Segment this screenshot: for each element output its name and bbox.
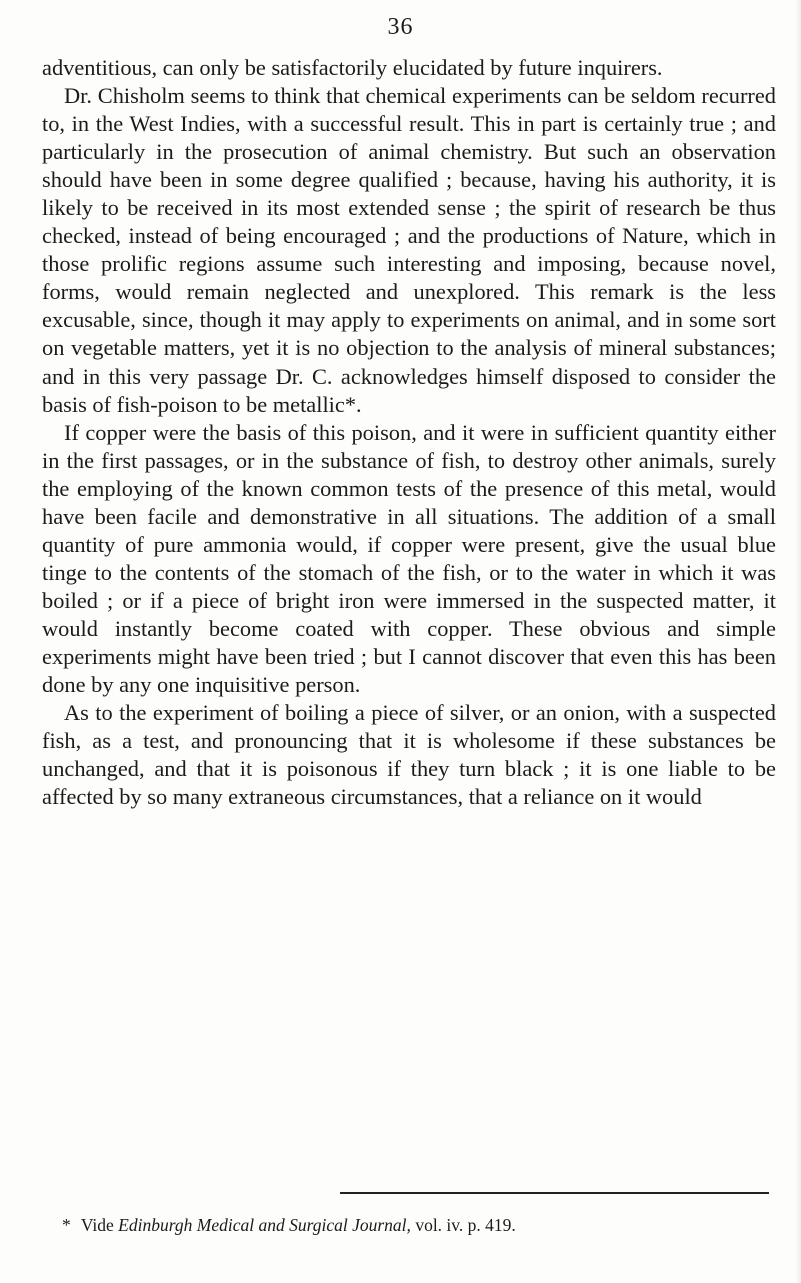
footnote xyxy=(62,1214,782,1236)
page-edge-shadow xyxy=(795,0,801,1283)
footnote-reference: vol. iv. p. 419. xyxy=(415,1215,516,1235)
footnote-journal-title: Edinburgh Medical and Surgical Journal, xyxy=(118,1215,411,1235)
footnote-mark: * xyxy=(62,1215,71,1235)
paragraph-chisholm: Dr. Chisholm seems to think that chemical experiments can be seldom recurred to, in the West Indies, with a successful result. This in part is certainly true ; and particularly in the prosecution of animal chemistry. But such an observation should have been in some degree qualified ; because, having his authority, it is likely to be received in its most extended sense ; the spirit of research be thus checked, instead of being encouraged ; and the productions of Nature, which in those prolific regions assume such interesting and imposing, because novel, forms, would remain neglected and unexplored. This remark is the less excusable, since, though it may apply to experiments on animal, and in some sort on vegetable matters, yet it is no objection to the analysis of mineral substances; and in this very passage Dr. C. acknowledges himself disposed to consider the basis of fish-poison to be metallic*. xyxy=(42,83,776,417)
paragraph-continuation: adventitious, can only be satisfactorily elucidated by future inquirers. xyxy=(42,55,663,80)
footnote-rule xyxy=(340,1192,769,1194)
body-text xyxy=(42,54,776,811)
footnote-prefix: Vide xyxy=(80,1215,114,1235)
paragraph-silver-onion: As to the experiment of boiling a piece of silver, or an onion, with a suspected fish, as a test, and pronouncing that it is wholesome if these substances be unchanged, and that it is poisonous if they turn black ; it is one liable to be affected by so many extraneous circumstances, that a reliance on it would xyxy=(42,700,776,810)
paragraph-copper: If copper were the basis of this poison, and it were in sufficient quantity either in the first passages, or in the substance of fish, to destroy other animals, surely the employing of the known common tests of the presence of this metal, would have been facile and demonstrative in all situations. The addition of a small quantity of pure ammonia would, if copper were present, give the usual blue tinge to the contents of the stomach of the fish, or to the water in which it was boiled ; or if a piece of bright iron were immersed in the suspected matter, it would instantly become coated with copper. These obvious and simple experiments might have been tried ; but I cannot discover that even this has been done by any one inquisitive person. xyxy=(42,419,776,698)
page-number: 36 xyxy=(387,14,414,40)
